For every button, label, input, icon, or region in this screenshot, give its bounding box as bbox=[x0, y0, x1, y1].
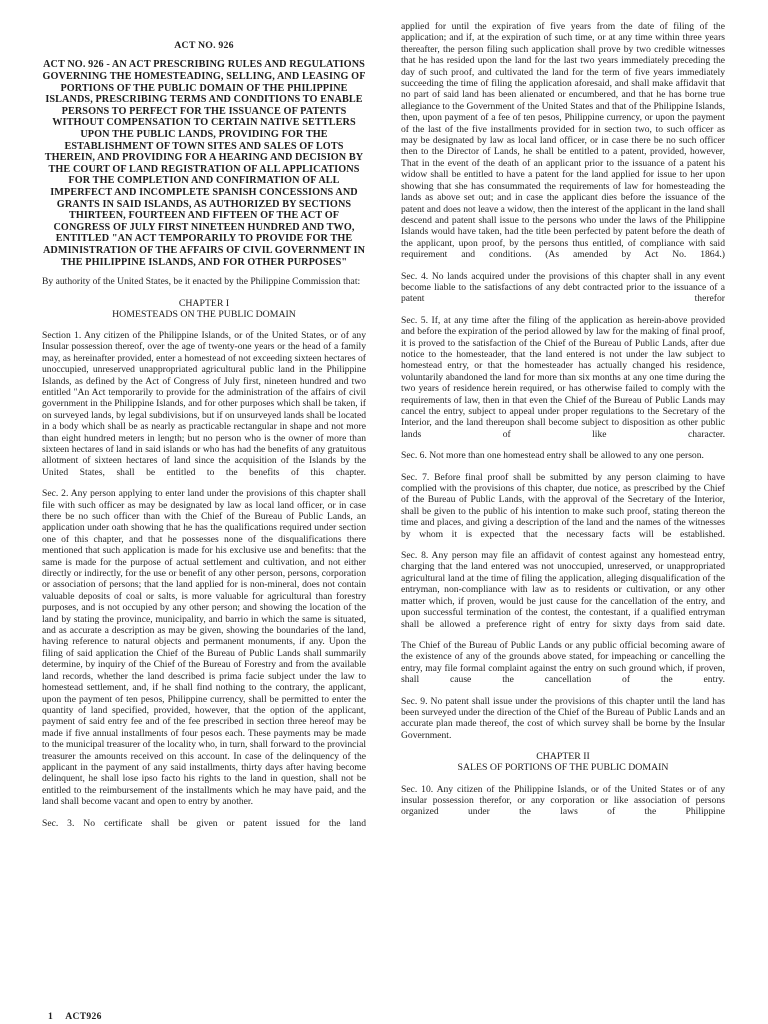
right-column bbox=[401, 21, 725, 828]
section-paragraph: Sec. 9. No patent shall issue under the provisions of this chapter until the land has been surveyed under the direction of the Chief of the Bureau of Public Lands and an accurate plan made thereof, the cost of which survey shall be borne by the Insular Government. bbox=[401, 695, 725, 741]
act-title: ACT NO. 926 - AN ACT PRESCRIBING RULES AND REGULATIONS GOVERNING THE HOMESTEADING, SELLING, AND LEASING OF PORTIONS OF THE PUBLIC DOMAIN OF THE PHILIPPINE ISLANDS, PRESCRIBING TERMS AND CONDITIONS TO ENABLE PERSONS TO PERFECT FOR THE ISSUANCE OF PATENTS WITHOUT COMPENSATION TO CERTAIN NATIVE SETTLERS UPON THE PUBLIC LANDS, PROVIDING FOR THE ESTABLISHMENT OF TOWN SITES AND SALES OF LOTS THEREIN, AND PROVIDING FOR A HEARING AND DECISION BY THE COURT OF LAND REGISTRATION OF ALL APPLICATIONS FOR THE COMPLETION AND CONFIRMATION OF ALL IMPERFECT AND INCOMPLETE SPANISH CONCESSIONS AND GRANTS IN SAID ISLANDS, AS AUTHORIZED BY SECTIONS THIRTEEN, FOURTEEN AND FIFTEEN OF THE ACT OF CONGRESS OF JULY FIRST NINETEEN HUNDRED AND TWO, ENTITLED "AN ACT TEMPORARILY TO PROVIDE FOR THE ADMINISTRATION OF THE AFFAIRS OF CIVIL GOVERNMENT IN THE PHILIPPINE ISLANDS, AND FOR OTHER PURPOSES" bbox=[42, 59, 366, 268]
chapter-title: HOMESTEADS ON THE PUBLIC DOMAIN bbox=[112, 308, 296, 320]
chapter-number: CHAPTER I bbox=[178, 297, 230, 309]
chapter-number: CHAPTER II bbox=[536, 751, 590, 763]
page-number: 1 bbox=[48, 1011, 54, 1022]
section-paragraph: The Chief of the Bureau of Public Lands or any public official becoming aware of the existence of any of the grounds above stated, for impeaching or cancelling the entry, may file formal complaint against the entry on such ground which, if proven, shall cause the cancellation of the entry. bbox=[401, 639, 725, 686]
section-paragraph: Sec. 10. Any citizen of the Philippine Islands, or of the United States or of any insular possession therefor, or any corporation or like association of persons organized under the laws of the Philippine bbox=[401, 783, 725, 818]
section-paragraph: Sec. 4. No lands acquired under the provisions of this chapter shall in any event become liable to the satisfactions of any debt contracted prior to the issuance of a patent therefor bbox=[401, 270, 725, 305]
document-id: ACT926 bbox=[65, 1011, 102, 1022]
left-column bbox=[42, 40, 366, 839]
chapter-heading bbox=[401, 751, 725, 773]
act-number-heading: ACT NO. 926 bbox=[174, 40, 234, 51]
section-paragraph: Sec. 2. Any person applying to enter land under the provisions of this chapter shall file with such officer as may be designated by law as local land officer, or in case there be no such officer than with the Chief of the Bureau of Public Lands, an application under oath showing that he has the qualifications required under section one of this chapter, and that he possesses none of the disqualifications there mentioned that such application is made for his exclusive use and benefits: that the same is made for the purpose of actual settlement and cultivation, and not either directly or indirectly, for the use or benefit of any other person, persons, corporation or association of persons; that the land applied for is non-mineral, does not contain valuable deposits of coal or salts, is more valuable for agricultural than forestry purposes, and is not occupied by any other person; and showing the location of the land by stating the province, municipality, and barrio in which the same is situated, and as accurate a description as may be given, showing the boundaries of the land, having reference to natural objects and permanent monuments, if any. Upon the filing of said application the Chief of the Bureau of Public Lands shall summarily determine, by inquiry of the Chief of the Bureau of Forestry and from the available land records, whether the land described is prima facie subject under the law to homestead settlement, and, if he shall find nothing to the contrary, the applicant, upon the payment of ten pesos, Philippine currency, shall be permitted to enter the quantity of land specified, provided, however, that the option of the applicant, payment of said entry fee and of the fee prescribed in section three hereof may be made if five annual installments of four pesos each. These payments may be made to the municipal treasurer of the locality who, in turn, shall forward to the provincial treasurer the amounts received on this account. In case of the delinquency of the applicant in the payment of any said installments, thirty days after having become delinquent, he shall lose ipso facto his rights to the land in question, shall not be entitled to the reimbursement of the installments which he may have paid, and the land shall become vacant and open to entry by another. bbox=[42, 488, 366, 808]
document-page bbox=[40, 22, 730, 1002]
section-paragraph: Sec. 3. No certificate shall be given or patent issued for the land bbox=[42, 817, 366, 829]
section-paragraph: applied for until the expiration of five years from the date of filing of the application; and if, at the expiration of such time, or at any time within three years thereafter, the person filing such application shall prove by two credible witnesses that he has resided upon the land for the last two years immediately preceding the day of such proof, and cultivated the land for the term of five years immediately succeeding the time of filing the application aforesaid, and shall make affidavit that no part of said land has been alienated or encumbered, and that he has borne true allegiance to the Government of the United States and that of the Philippine Islands, then, upon payment of a fee of ten pesos, Philippine currency, or upon the payment of the last of the five installments provided for in section two, to such officer as may be designated by law as local land officer, or in case there be no such officer then to the Director of Lands, he shall be entitled to a patent, provided, however, That in the event of the death of an applicant prior to the issuance of a patent his widow shall be entitled to have a patent for the land applied for issue to her upon showing that she has consummated the requirements of law for homesteading the lands as above set out; and in case the applicant dies before the issuance of the patent and does not leave a widow, then the interest of the applicant in the land shall descend and patent shall issue to the persons who under the laws of the Philippine Islands would have taken, had the title been perfected by patent before the death of the applicant, upon proof, by the persons thus entitled, of compliance with said requirement and conditions. (As amended by Act No. 1864.) bbox=[401, 21, 725, 261]
enacting-clause: By authority of the United States, be it enacted by the Philippine Commission that: bbox=[42, 276, 361, 288]
section-paragraph: Sec. 6. Not more than one homestead entry shall be allowed to any one person. bbox=[401, 450, 704, 462]
section-paragraph: Sec. 8. Any person may file an affidavit of contest against any homestead entry, charging that the land entered was not unoccupied, unreserved, or unappropriated agricultural land at the time of filing the application, alleging disqualification of the entryman, non-compliance with law as to residents or cultivation, or any other matter which, if proven, would be just cause for the cancellation of the entry, and upon successful termination of the contest, the contestant, if a qualified entryman shall be allowed a preference right of entry for sixty days from said date. bbox=[401, 550, 725, 630]
page-footer bbox=[48, 1011, 112, 1022]
chapter-title: SALES OF PORTIONS OF THE PUBLIC DOMAIN bbox=[457, 762, 669, 774]
chapter-heading bbox=[42, 298, 366, 320]
section-paragraph: Section 1. Any citizen of the Philippine Islands, or of the United States, or of any Insular possession thereof, over the age of twenty-one years or the head of a family may, as hereinafter provided, enter a homestead of not exceeding sixteen hectares of unoccupied, unreserved unappropriated agricultural public land in the Philippine Islands, as defined by the Act of Congress of July first, nineteen hundred and two entitled "An Act temporarily to provide for the administration of the affairs of civil government in the Philippine Islands, and for other purposes which shall be taken, if on surveyed lands, by legal subdivisions, but if on unsurveyed lands shall be located in a body which shall be as nearly as practicable rectangular in shape and not more than eight hundred meters in length; but no person who is the owner of more than sixteen hectares of land in said islands or who has had the benefits of any gratuitous allotment of sixteen hectares of land since the acquisition of the Islands by the United States, shall be entitled to the benefits of this chapter. bbox=[42, 329, 366, 478]
section-paragraph: Sec. 7. Before final proof shall be submitted by any person claiming to have complied with the provisions of this chapter, due notice, as prescribed by the Chief of the Bureau of Public Lands, with the approval of the Secretary of the Interior, shall be given to the public of his intention to make such proof, stating thereon the time and places, and giving a description of the land and the names of the witnesses by whom it is expected that the necessary facts will be established. bbox=[401, 471, 725, 540]
section-paragraph: Sec. 5. If, at any time after the filing of the application as herein-above provided and before the expiration of the period allowed by law for the making of final proof, it is proved to the satisfaction of the Chief of the Bureau of Public Lands, after due notice to the homesteader, that the land entered is not under the law subject to homestead entry, or that the homesteader has actually changed his residence, voluntarily abandoned the land for more than six months at any one time during the two years of residence herein required, or has otherwise failed to comply with the requirements of law, then in that even the Chief of the Bureau of Public Lands may cancel the entry, subject to appeal under proper regulations to the Secretary of the Interior, and the land thereupon shall become subject to disposition as other public lands of like character. bbox=[401, 314, 725, 440]
